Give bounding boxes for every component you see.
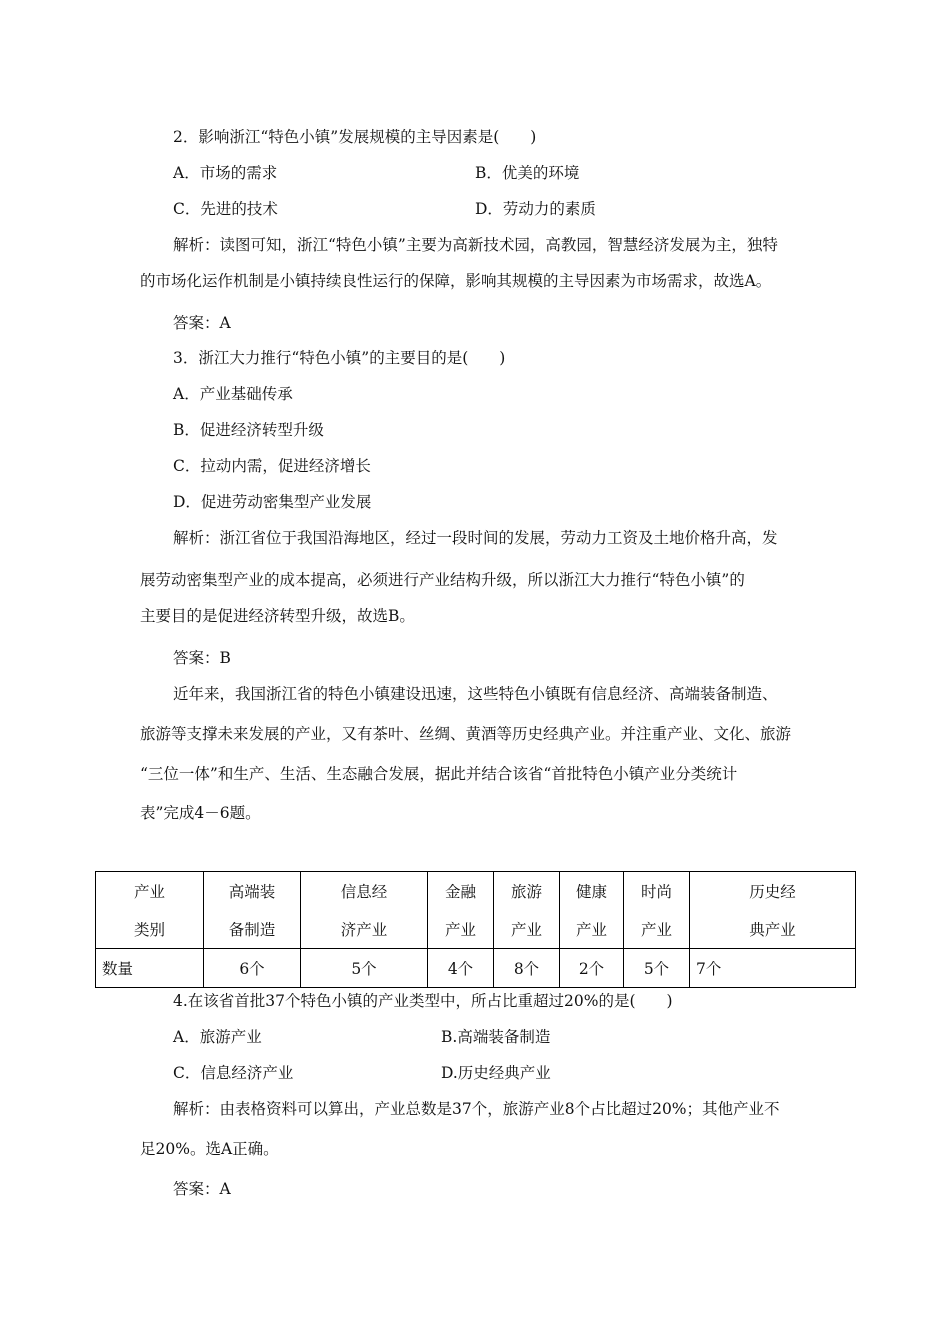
q4-option-d: D.历史经典产业 (441, 1064, 551, 1082)
q4-analysis-line-1: 解析：由表格资料可以算出，产业总数是37个，旅游产业8个占比超过20%；其他产业不 (173, 1100, 780, 1118)
intro-line-4: 表”完成4－6题。 (140, 804, 261, 822)
q3-analysis-line-3: 主要目的是促进经济转型升级，故选B。 (140, 607, 415, 625)
q4-stem: 4.在该省首批37个特色小镇的产业类型中，所占比重超过20%的是( ) (173, 992, 673, 1010)
q4-answer: 答案：A (173, 1180, 231, 1198)
table-cell: 4个 (428, 949, 494, 988)
q3-analysis-line-1: 解析：浙江省位于我国沿海地区，经过一段时间的发展，劳动力工资及土地价格升高，发 (173, 529, 778, 547)
table-cell: 历史经 (690, 872, 856, 911)
q2-option-a: A．市场的需求 (173, 164, 278, 182)
table-cell: 典产业 (690, 910, 856, 949)
q2-analysis-line-1: 解析：读图可知，浙江“特色小镇”主要为高新技术园，高教园，智慧经济发展为主，独特 (173, 236, 778, 254)
table-cell: 6个 (204, 949, 301, 988)
intro-line-3: “三位一体”和生产、生活、生态融合发展，据此并结合该省“首批特色小镇产业分类统计 (140, 765, 738, 783)
table-cell: 8个 (494, 949, 560, 988)
table-row (96, 910, 856, 949)
q2-answer: 答案：A (173, 314, 231, 332)
q3-option-d: D．促进劳动密集型产业发展 (173, 493, 372, 511)
q2-analysis-line-2: 的市场化运作机制是小镇持续良性运行的保障，影响其规模的主导因素为市场需求，故选A。 (140, 272, 772, 290)
table-cell: 2个 (560, 949, 624, 988)
intro-line-1: 近年来，我国浙江省的特色小镇建设迅速，这些特色小镇既有信息经济、高端装备制造、 (173, 685, 778, 703)
table-cell: 旅游 (494, 872, 560, 911)
q3-answer: 答案：B (173, 649, 231, 667)
q4-option-a: A．旅游产业 (173, 1028, 262, 1046)
q2-stem: 2．影响浙江“特色小镇”发展规模的主导因素是( ) (173, 128, 537, 146)
table-cell: 产业 (494, 910, 560, 949)
table-cell: 产业 (560, 910, 624, 949)
table-row (96, 949, 856, 988)
q4-option-b: B.高端装备制造 (441, 1028, 551, 1046)
q3-analysis-line-2: 展劳动密集型产业的成本提高，必须进行产业结构升级，所以浙江大力推行“特色小镇”的 (140, 571, 745, 589)
q2-option-c: C．先进的技术 (173, 200, 278, 218)
table-cell: 产业 (428, 910, 494, 949)
table-cell: 高端装 (204, 872, 301, 911)
q4-analysis-line-2: 足20%。选A正确。 (140, 1140, 279, 1158)
table-cell: 产业 (624, 910, 690, 949)
table-cell: 健康 (560, 872, 624, 911)
q3-option-a: A．产业基础传承 (173, 385, 293, 403)
q4-option-c: C．信息经济产业 (173, 1064, 294, 1082)
table-cell: 备制造 (204, 910, 301, 949)
table-cell: 济产业 (301, 910, 428, 949)
q2-option-b: B．优美的环境 (475, 164, 580, 182)
table-cell: 5个 (624, 949, 690, 988)
table-cell: 数量 (96, 949, 204, 988)
industry-statistics-table (95, 871, 856, 988)
table-cell: 金融 (428, 872, 494, 911)
table-cell: 时尚 (624, 872, 690, 911)
q3-option-b: B．促进经济转型升级 (173, 421, 324, 439)
q3-stem: 3．浙江大力推行“特色小镇”的主要目的是( ) (173, 349, 506, 367)
table-cell: 类别 (96, 910, 204, 949)
table-cell: 产业 (96, 872, 204, 911)
table-cell: 5个 (301, 949, 428, 988)
table-cell: 信息经 (301, 872, 428, 911)
intro-line-2: 旅游等支撑未来发展的产业，又有茶叶、丝绸、黄酒等历史经典产业。并注重产业、文化、旅游 (140, 725, 792, 743)
q2-option-d: D．劳动力的素质 (475, 200, 596, 218)
q3-option-c: C．拉动内需，促进经济增长 (173, 457, 371, 475)
table-row (96, 872, 856, 911)
table-cell: 7个 (690, 949, 856, 988)
